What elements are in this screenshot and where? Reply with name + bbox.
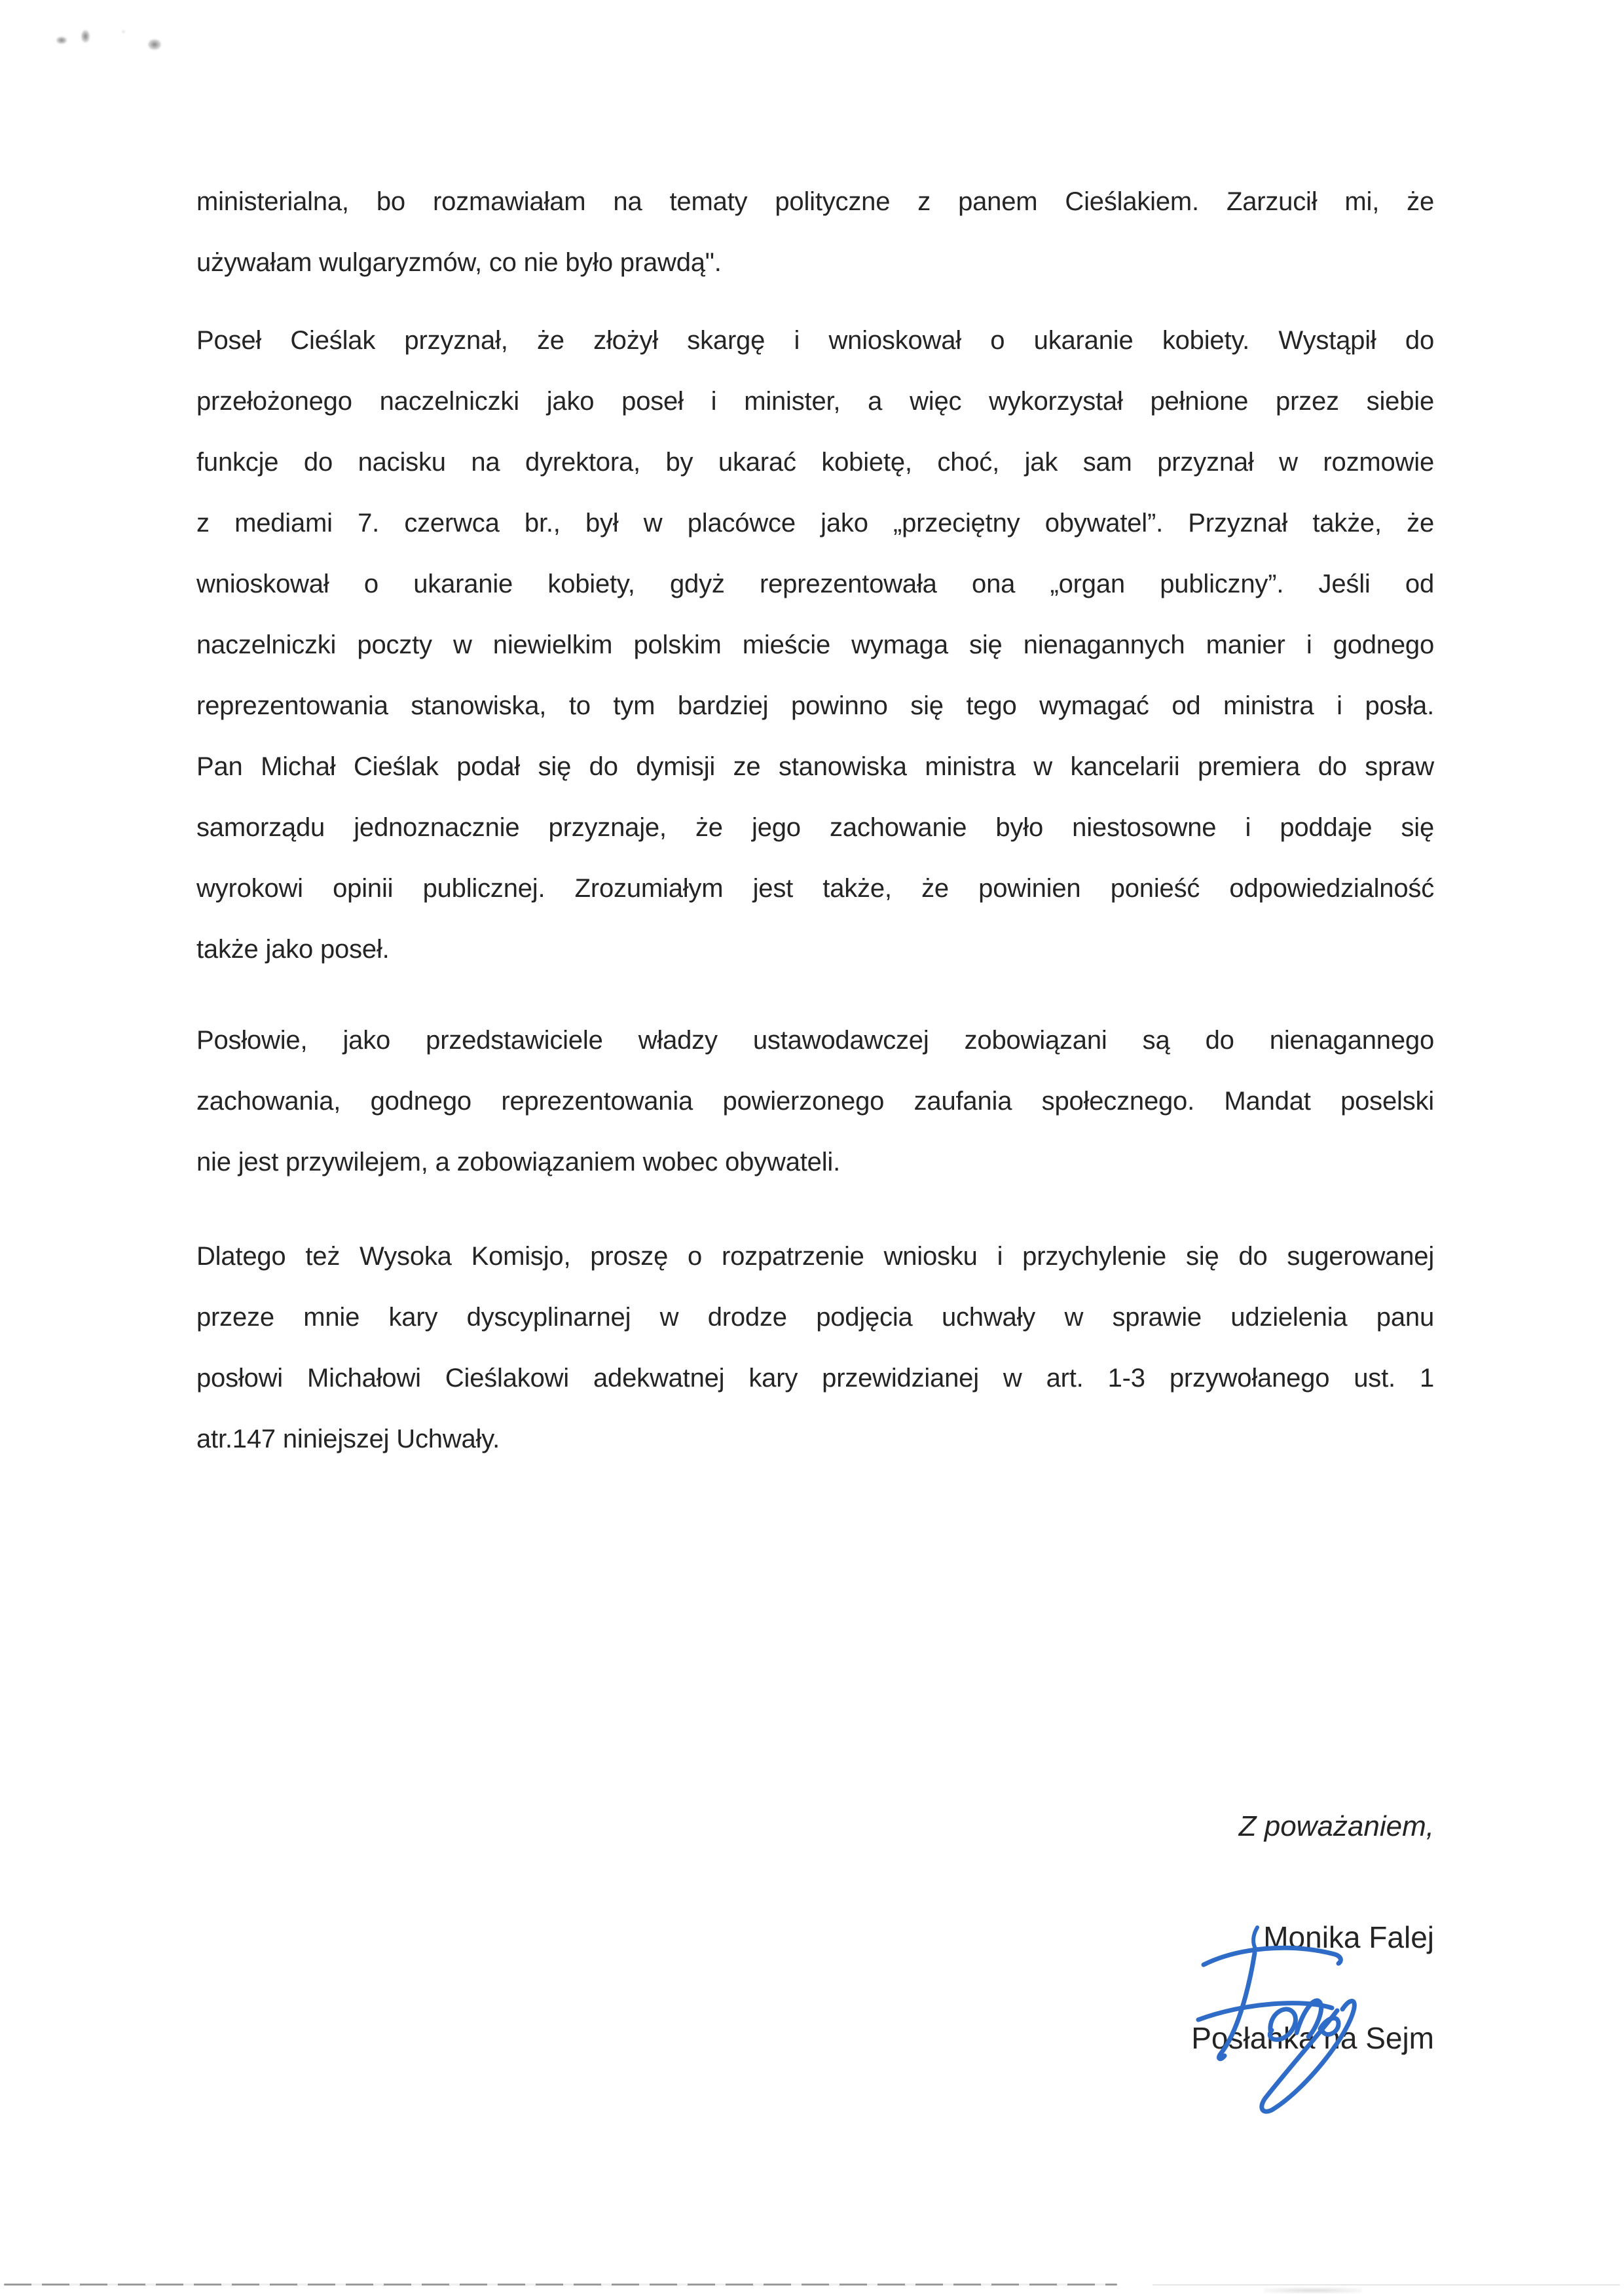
body-line: przeze mnie kary dyscyplinarnej w drodze podjęcia uchwały w sprawie udzielenia panu bbox=[196, 1303, 1434, 1332]
body-line: posłowi Michałowi Cieślakowi adekwatnej kary przewidzianej w art. 1-3 przywołanego ust. 1 bbox=[196, 1364, 1434, 1393]
scan-edge-artifact bbox=[4, 2284, 1117, 2286]
body-line: wyrokowi opinii publicznej. Zrozumiałym jest także, że powinien ponieść odpowiedzialność bbox=[196, 874, 1434, 903]
scan-speck bbox=[56, 37, 67, 44]
body-line: funkcje do nacisku na dyrektora, by ukarać kobietę, choć, jak sam przyznał w rozmowie bbox=[196, 448, 1434, 477]
body-line: naczelniczki poczty w niewielkim polskim mieście wymaga się nienagannych manier i godnego bbox=[196, 630, 1434, 659]
paragraph-4 bbox=[196, 1226, 1434, 1470]
handwritten-signature bbox=[1192, 1941, 1401, 2131]
paragraph-1 bbox=[196, 172, 1434, 293]
body-line: z mediami 7. czerwca br., był w placówce jako „przeciętny obywatel”. Przyznał także, że bbox=[196, 509, 1434, 538]
body-line: atr.147 niniejszej Uchwały. bbox=[196, 1425, 500, 1453]
body-line: Pan Michał Cieślak podał się do dymisji ze stanowiska ministra w kancelarii premiera do spraw bbox=[196, 752, 1434, 781]
scan-speck bbox=[122, 30, 125, 33]
body-line: przełożonego naczelniczki jako poseł i minister, a więc wykorzystał pełnione przez siebie bbox=[196, 387, 1434, 416]
body-line: reprezentowania stanowiska, to tym bardziej powinno się tego wymagać od ministra i posła. bbox=[196, 691, 1434, 720]
paragraph-2 bbox=[196, 310, 1434, 980]
scan-speck bbox=[148, 39, 161, 50]
valediction: Z poważaniem, bbox=[1238, 1810, 1434, 1842]
body-line: zachowania, godnego reprezentowania powierzonego zaufania społecznego. Mandat poselski bbox=[196, 1087, 1434, 1116]
paragraph-3 bbox=[196, 1010, 1434, 1193]
signer-title: Posłanka na Sejm bbox=[1191, 2021, 1434, 2055]
signer-name: Monika Falej bbox=[1263, 1920, 1434, 1954]
scan-edge-artifact bbox=[1153, 2284, 1620, 2286]
body-line: Dlatego też Wysoka Komisjo, proszę o rozpatrzenie wniosku i przychylenie się do sugerowanej bbox=[196, 1242, 1434, 1271]
body-line: używałam wulgaryzmów, co nie było prawdą". bbox=[196, 248, 722, 277]
body-line: także jako poseł. bbox=[196, 935, 390, 964]
body-line: Poseł Cieślak przyznał, że złożył skargę i wnioskował o ukaranie kobiety. Wystąpił do bbox=[196, 326, 1434, 355]
scan-speck bbox=[81, 30, 90, 43]
body-line: ministerialna, bo rozmawiałam na tematy polityczne z panem Cieślakiem. Zarzucił mi, że bbox=[196, 187, 1434, 216]
body-line: samorządu jednoznacznie przyznaje, że jego zachowanie było niestosowne i poddaje się bbox=[196, 813, 1434, 842]
body-line: Posłowie, jako przedstawiciele władzy ustawodawczej zobowiązani są do nienagannego bbox=[196, 1026, 1434, 1055]
scan-smudge bbox=[1264, 2287, 1362, 2293]
body-line: wnioskował o ukaranie kobiety, gdyż reprezentowała ona „organ publiczny”. Jeśli od bbox=[196, 570, 1434, 598]
body-line: nie jest przywilejem, a zobowiązaniem wobec obywateli. bbox=[196, 1148, 840, 1176]
